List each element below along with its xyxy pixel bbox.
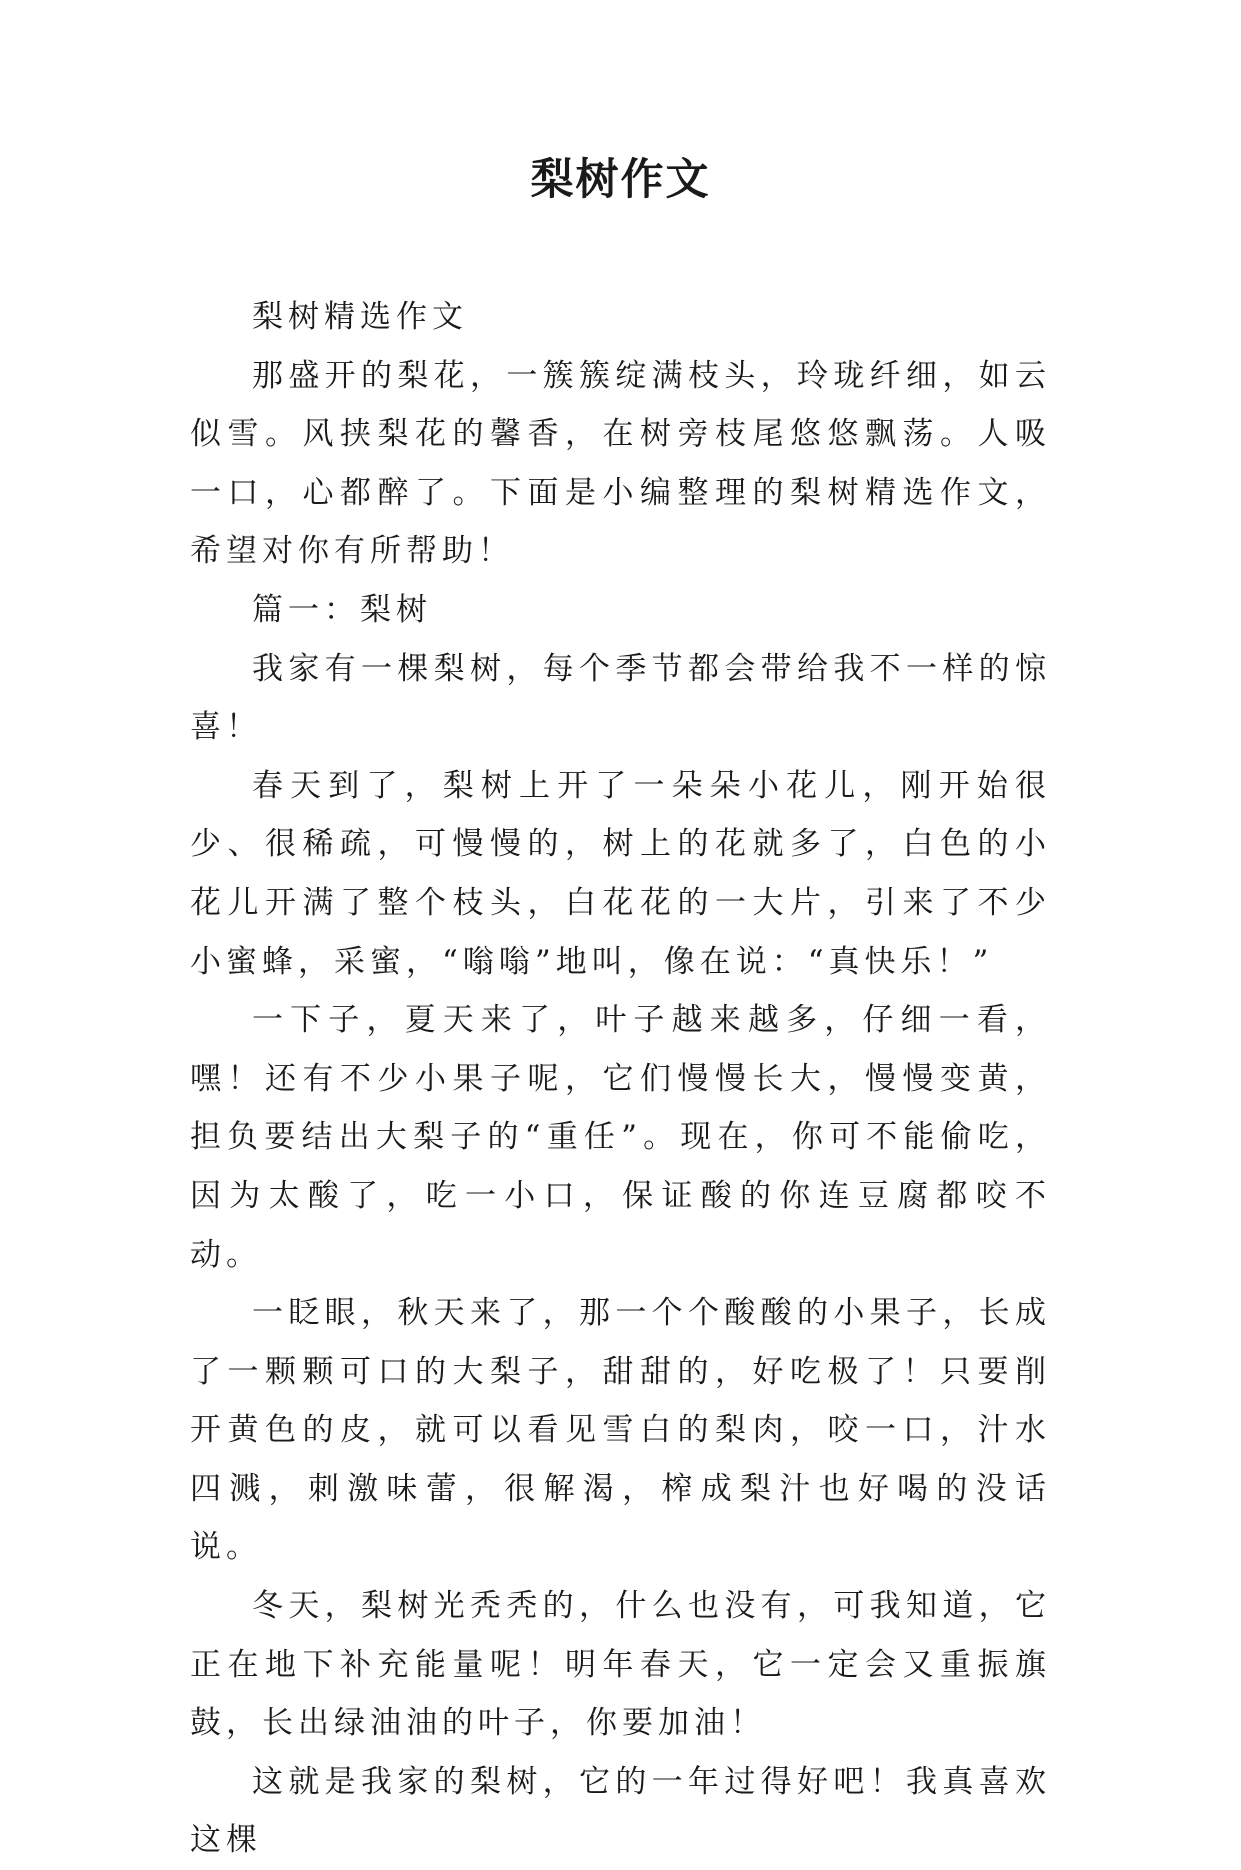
paragraph-spring: 春天到了，梨树上开了一朵朵小花儿，刚开始很少、很稀疏，可慢慢的，树上的花就多了，白色的小花儿开满了整个枝头，白花花的一大片，引来了不少小蜜蜂，采蜜，“嗡嗡”地叫，像在说：“真快乐！” — [190, 767, 1051, 980]
paragraph-closing: 这就是我家的梨树，它的一年过得好吧！我真喜欢这棵 — [190, 1763, 1051, 1859]
paragraph-autumn: 一眨眼，秋天来了，那一个个酸酸的小果子，长成了一颗颗可口的大梨子，甜甜的，好吃极了！只要削开黄色的皮，就可以看见雪白的梨肉，咬一口，汁水四溅，刺激味蕾，很解渴，榨成梨汁也好喝的没话说。 — [190, 1295, 1051, 1566]
paragraph-winter: 冬天，梨树光秃秃的，什么也没有，可我知道，它正在地下补充能量呢！明年春天，它一定会又重振旗鼓，长出绿油油的叶子，你要加油！ — [190, 1588, 1051, 1742]
paragraph-subtitle: 梨树精选作文 — [252, 299, 468, 335]
paragraph-summer: 一下子，夏天来了，叶子越来越多，仔细一看，嘿！还有不少小果子呢，它们慢慢长大，慢慢变黄，担负要结出大梨子的“重任”。现在，你可不能偷吃，因为太酸了，吃一小口，保证酸的你连豆腐都咬不动。 — [190, 1002, 1051, 1273]
document-title: 梨树作文 — [530, 155, 711, 205]
document-body — [190, 288, 1051, 1870]
paragraph-intro: 那盛开的梨花，一簇簇绽满枝头，玲珑纤细，如云似雪。风挟梨花的馨香，在树旁枝尾悠悠飘荡。人吸一口，心都醉了。下面是小编整理的梨树精选作文，希望对你有所帮助！ — [190, 357, 1051, 570]
paragraph-section-heading: 篇一：梨树 — [252, 591, 432, 628]
paragraph: 我家有一棵梨树，每个季节都会带给我不一样的惊喜！ — [190, 650, 1051, 746]
